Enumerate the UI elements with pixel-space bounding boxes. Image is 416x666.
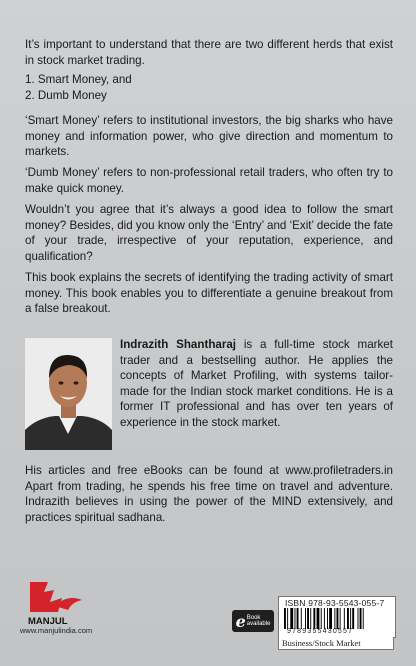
logo-text: MANJUL [28,616,68,627]
barcode-box [278,596,396,638]
barcode-bar [287,608,288,629]
barcode-bar [347,608,349,629]
logo-mark-icon [30,582,62,612]
barcode-bar [313,608,315,629]
barcode-bar [317,608,320,629]
barcode-bar [310,608,311,629]
barcode-bar [295,608,296,629]
barcode-bar [307,608,309,629]
paragraph-question: Wouldn’t you agree that it’s always a good idea to follow the smart money? Besides, did you know only the ‘Entry’ and ‘Exit’ decide the fate of your trade, irrespective of your reputation, experience, and qualification? [25,203,393,263]
category-label: Business/Stock Market [278,637,394,650]
publisher-url: www.manjulindia.com [20,626,93,635]
author-name: Indrazith Shantharaj [120,338,237,351]
ebook-icon: e [235,611,246,631]
barcode-bar [301,608,302,629]
barcode-bar [340,608,341,629]
barcode-bar [363,608,364,629]
barcode-bar [321,608,322,629]
barcode-bar [329,608,332,629]
barcode-bar [344,608,345,629]
isbn-text: ISBN 978-93-5543-055-7 [285,598,385,608]
barcode-digits: 9789355430557 [287,628,354,635]
list-item: 2. Dumb Money [25,88,107,102]
paragraph-smart-money: ‘Smart Money’ refers to institutional investors, the big sharks who have money and information power, who give direction and momentum to markets. [25,114,393,158]
paragraph-dumb-money: ‘Dumb Money’ refers to non-professional retail traders, who often try to make quick money. [25,166,393,195]
ebook-line2: available [246,621,271,627]
barcode-bar [305,608,306,629]
barcode-bar [327,608,328,629]
barcode-bar [324,608,325,629]
author-photo [25,338,112,450]
barcode-bar [297,608,299,629]
author-bio-text: is a full-time stock market trader and a bestselling author. He applies the concepts of Market Profiling, with systems tailor-made for the Indian stock market conditions. He is a former IT professional and has over ten years of experience in the stock market. [120,338,393,429]
ebook-line1: Book [246,614,261,621]
barcode-bar [360,608,362,629]
paragraph-book-explains: This book explains the secrets of identifying the trading activity of smart money. This book enables you to differentiate a genuine breakout from a false breakout. [25,271,393,315]
list-item: 1. Smart Money, and [25,73,132,86]
barcode-icon [284,608,390,629]
barcode-bar [290,608,293,629]
ebook-label [247,615,271,628]
barcode-bar [350,608,351,629]
barcode-bar [284,608,286,629]
ebook-badge [232,610,274,632]
publisher-logo [24,576,88,628]
barcode-bar [334,608,335,629]
money-list [25,72,393,103]
author-bio [120,337,393,430]
barcode-bar [337,608,339,629]
barcode-bar [352,608,354,629]
barcode-bar [358,608,359,629]
paragraph-herds: It’s important to understand that there are two different herds that exist in stock market trading. [25,38,393,67]
paragraph-articles: His articles and free eBooks can be found at www.profiletraders.in Apart from trading, he spends his free time on travel and adventure. Indrazith believes in using the power of the MIND extensively, and practices spiritual sadhana. [25,464,393,524]
